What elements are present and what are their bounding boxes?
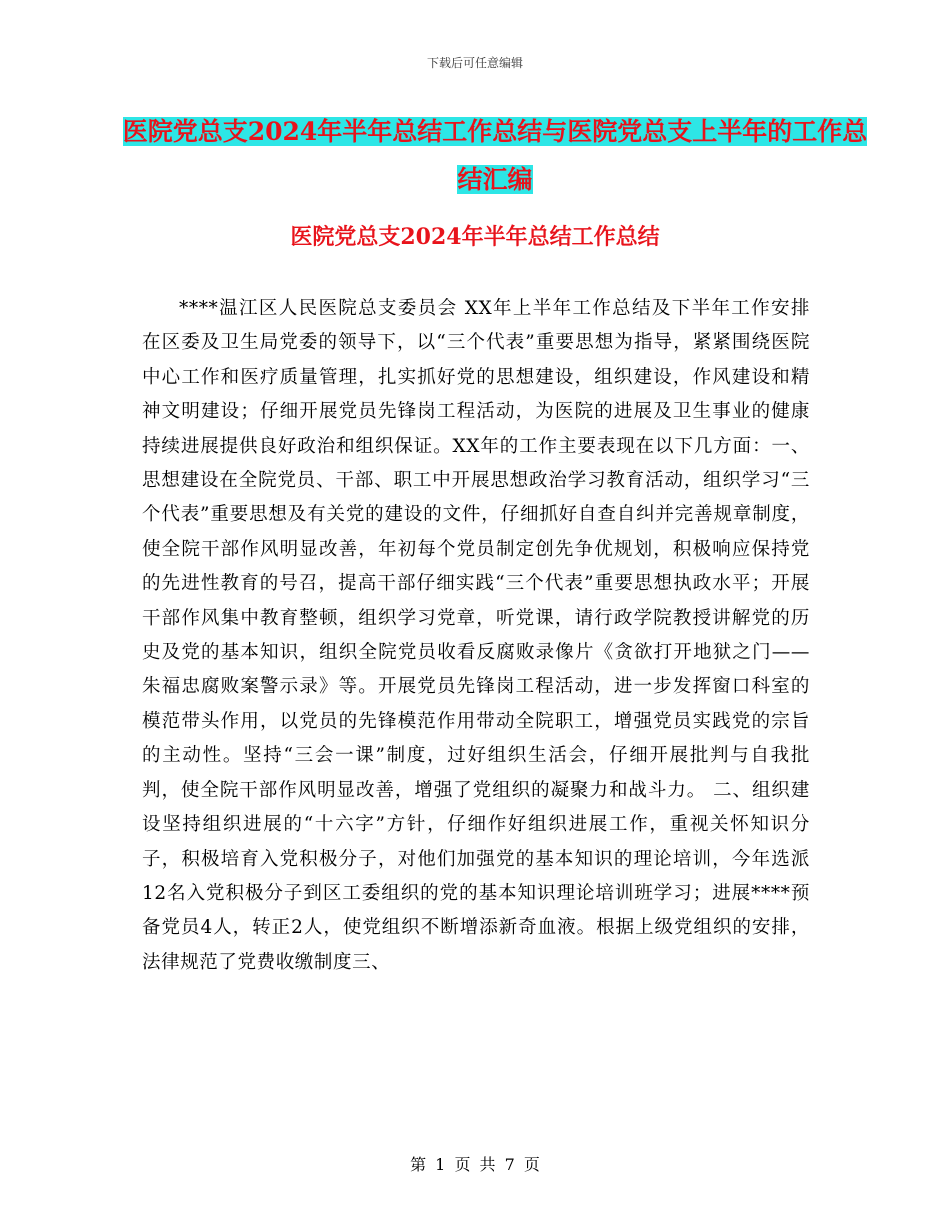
section-title: 医院党总支2024年半年总结工作总结: [290, 224, 660, 250]
document-main-title: [120, 108, 870, 204]
page-footer: 第 1 页 共 7 页: [410, 1155, 540, 1174]
main-title-text: 医院党总支2024年半年总结工作总结与医院党总支上半年的工作总结汇编: [122, 117, 868, 194]
body-paragraph: ****温江区人民医院总支委员会 XX年上半年工作总结及下半年工作安排 在区委及卫生局党委的领导下，以“三个代表”重要思想为指导，紧紧围绕医院中心工作和医疗质量管理，扎实抓好党的思想建设，组织建设，作风建设和精神文明建设；仔细开展党员先锋岗工程活动，为医院的进展及卫生事业的健康持续进展提供良好政治和组织保证。XX年的工作主要表现在以下几方面：一、思想建设在全院党员、干部、职工中开展思想政治学习教育活动，组织学习“三个代表”重要思想及有关党的建设的文件，仔细抓好自查自纠并完善规章制度，使全院干部作风明显改善，年初每个党员制定创先争优规划，积极响应保持党的先进性教育的号召，提高干部仔细实践“三个代表”重要思想执政水平；开展干部作风集中教育整顿，组织学习党章，听党课，请行政学院教授讲解党的历史及党的基本知识，组织全院党员收看反腐败录像片《贪欲打开地狱之门——朱福忠腐败案警示录》等。开展党员先锋岗工程活动，进一步发挥窗口科室的模范带头作用，以党员的先锋模范作用带动全院职工，增强党员实践党的宗旨的主动性。坚持“三会一课”制度，过好组织生活会，仔细开展批判与自我批判，使全院干部作风明显改善，增强了党组织的凝聚力和战斗力。 二、组织建设坚持组织进展的“十六字”方针，仔细作好组织进展工作，重视关怀知识分子，积极培育入党积极分子，对他们加强党的基本知识的理论培训，今年选派12名入党积极分子到区工委组织的党的基本知识理论培训班学习；进展****预备党员4人，转正2人，使党组织不断增添新奇血液。根据上级党组织的安排，法律规范了党费收缴制度三、: [142, 298, 810, 973]
header-note: 下载后可任意编辑: [426, 56, 523, 70]
